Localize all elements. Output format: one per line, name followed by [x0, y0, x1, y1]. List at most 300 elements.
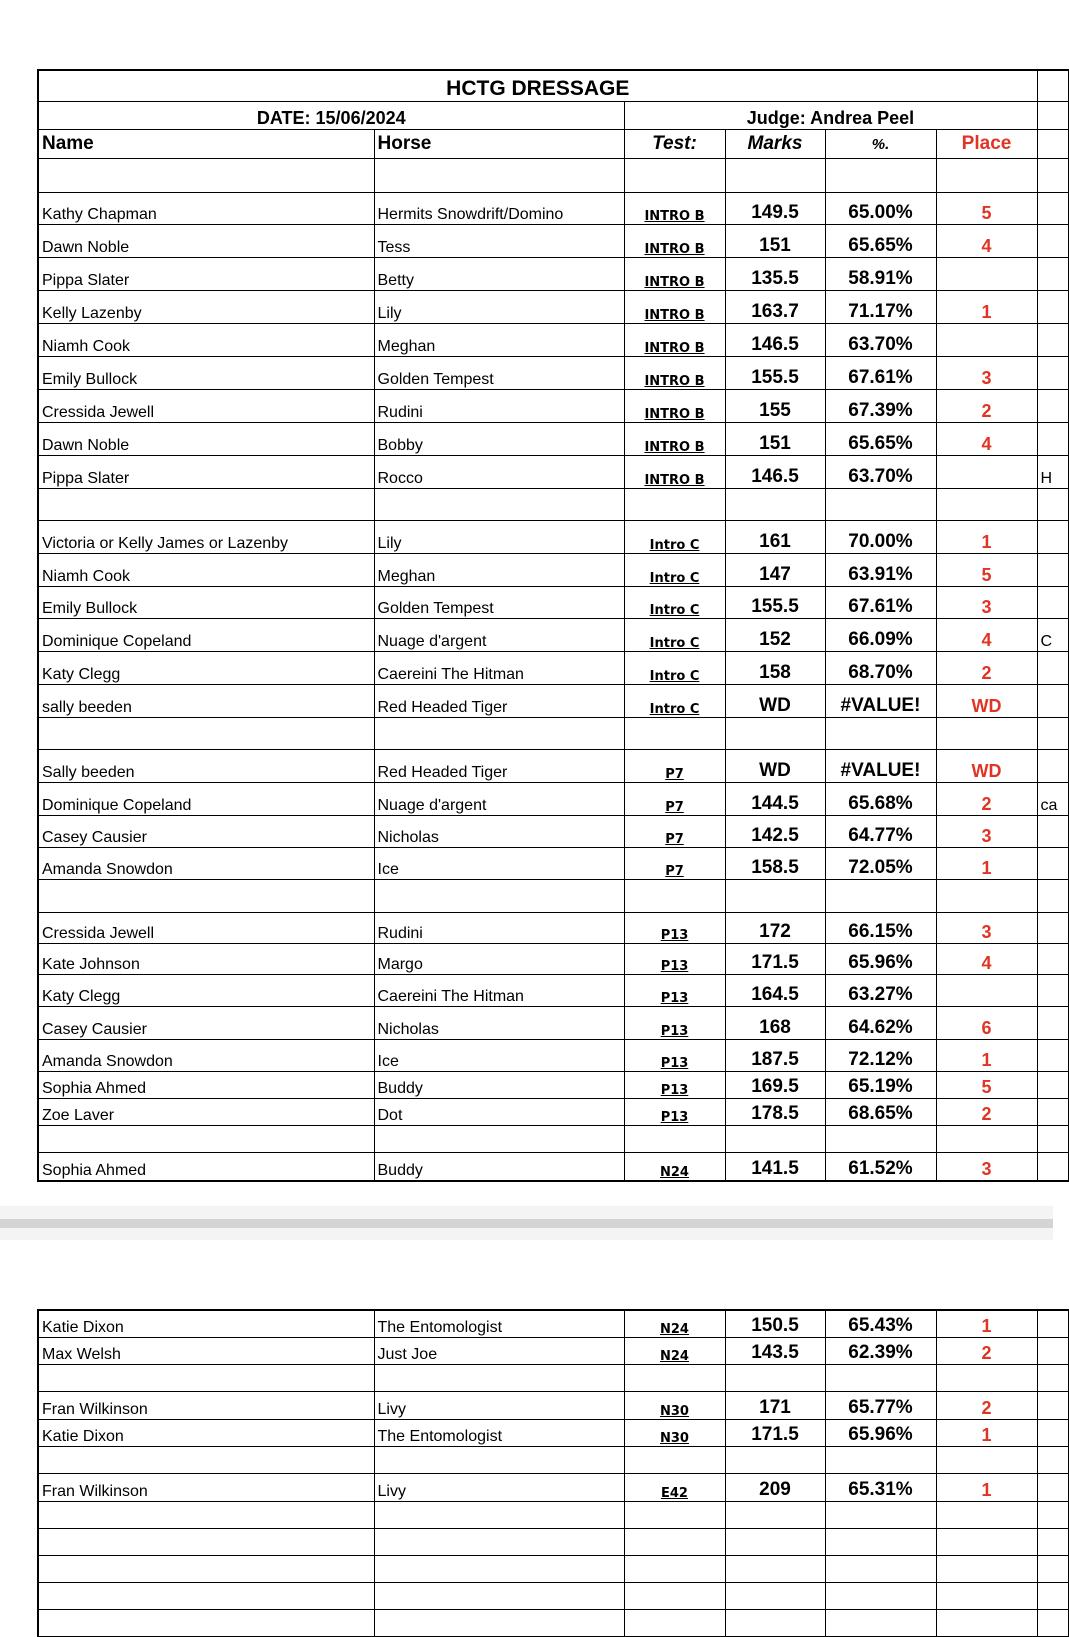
- rider-name: Max Welsh: [38, 1337, 374, 1364]
- place-value: 5: [936, 554, 1037, 587]
- rider-name: Sophia Ahmed: [38, 1072, 374, 1099]
- place-value: [936, 718, 1037, 750]
- marks-value: [725, 1528, 825, 1555]
- test-code: INTRO B: [624, 225, 725, 258]
- overflow-cell: [1037, 1609, 1068, 1636]
- test-code: INTRO B: [624, 456, 725, 489]
- horse-name: Caereini The Hitman: [374, 975, 624, 1007]
- percent-value: [825, 159, 936, 193]
- table-row: [38, 975, 1068, 1007]
- rider-name: Katy Clegg: [38, 652, 374, 685]
- rider-name: Casey Causier: [38, 816, 374, 848]
- test-code: N30: [624, 1391, 725, 1419]
- percent-value: 63.91%: [825, 554, 936, 587]
- rider-name: Amanda Snowdon: [38, 848, 374, 880]
- rider-name: Cressida Jewell: [38, 913, 374, 944]
- overflow-cell: [1037, 1528, 1068, 1555]
- rider-name: Dominique Copeland: [38, 783, 374, 816]
- percent-value: 68.65%: [825, 1099, 936, 1126]
- marks-value: 146.5: [725, 456, 825, 489]
- rider-name: [38, 1582, 374, 1609]
- horse-name: Golden Tempest: [374, 587, 624, 619]
- horse-name: Rocco: [374, 456, 624, 489]
- place-value: [936, 159, 1037, 193]
- marks-value: 150.5: [725, 1310, 825, 1337]
- marks-value: 171.5: [725, 1419, 825, 1446]
- percent-value: 58.91%: [825, 258, 936, 291]
- results-sheet-top: [37, 69, 1069, 1182]
- place-value: 2: [936, 1391, 1037, 1419]
- marks-value: [725, 1501, 825, 1528]
- test-code: [624, 159, 725, 193]
- horse-name: Ice: [374, 1040, 624, 1072]
- horse-name: Nicholas: [374, 816, 624, 848]
- rider-name: [38, 1364, 374, 1391]
- horse-name: Bobby: [374, 423, 624, 456]
- percent-value: 70.00%: [825, 521, 936, 554]
- horse-name: The Entomologist: [374, 1310, 624, 1337]
- page-break-bar: [0, 1219, 1053, 1228]
- marks-value: 155.5: [725, 357, 825, 390]
- test-code: Intro C: [624, 587, 725, 619]
- percent-value: 65.00%: [825, 193, 936, 225]
- header-percent: %.: [825, 130, 936, 159]
- overflow-cell: H: [1037, 456, 1068, 489]
- table-row: [38, 816, 1068, 848]
- overflow-cell: [1037, 944, 1068, 975]
- header-marks: Marks: [725, 130, 825, 159]
- overflow-cell: [1037, 324, 1068, 357]
- marks-value: 171.5: [725, 944, 825, 975]
- test-code: Intro C: [624, 652, 725, 685]
- percent-value: 71.17%: [825, 291, 936, 324]
- table-row: [38, 225, 1068, 258]
- place-value: 3: [936, 587, 1037, 619]
- test-code: P13: [624, 1007, 725, 1040]
- marks-value: 158.5: [725, 848, 825, 880]
- rider-name: [38, 1446, 374, 1473]
- test-code: [624, 1446, 725, 1473]
- test-code: [624, 1528, 725, 1555]
- table-row: [38, 1310, 1068, 1337]
- test-code: P13: [624, 944, 725, 975]
- percent-value: #VALUE!: [825, 685, 936, 718]
- percent-value: [825, 718, 936, 750]
- table-row: [38, 750, 1068, 783]
- event-date: DATE: 15/06/2024: [38, 102, 624, 130]
- place-value: 1: [936, 1473, 1037, 1501]
- overflow-cell: [1037, 1099, 1068, 1126]
- marks-value: 147: [725, 554, 825, 587]
- percent-value: 65.65%: [825, 225, 936, 258]
- header-horse: Horse: [374, 130, 624, 159]
- test-code: [624, 1582, 725, 1609]
- percent-value: #VALUE!: [825, 750, 936, 783]
- rider-name: [38, 159, 374, 193]
- rider-name: [38, 1501, 374, 1528]
- rider-name: Katy Clegg: [38, 975, 374, 1007]
- place-value: 3: [936, 913, 1037, 944]
- overflow-cell: [1037, 193, 1068, 225]
- place-value: 2: [936, 1337, 1037, 1364]
- rider-name: Sophia Ahmed: [38, 1153, 374, 1181]
- table-row: [38, 619, 1068, 652]
- horse-name: [374, 1609, 624, 1636]
- blank-row: [38, 1364, 1068, 1391]
- overflow-cell: [1037, 816, 1068, 848]
- marks-value: 142.5: [725, 816, 825, 848]
- test-code: INTRO B: [624, 324, 725, 357]
- test-code: P13: [624, 913, 725, 944]
- test-code: P13: [624, 975, 725, 1007]
- test-code: P13: [624, 1072, 725, 1099]
- overflow-cell: [1037, 1446, 1068, 1473]
- marks-value: 151: [725, 423, 825, 456]
- rider-name: Amanda Snowdon: [38, 1040, 374, 1072]
- marks-value: 141.5: [725, 1153, 825, 1181]
- place-value: [936, 1528, 1037, 1555]
- test-code: [624, 718, 725, 750]
- test-code: P7: [624, 816, 725, 848]
- overflow-cell: [1037, 554, 1068, 587]
- table-row: [38, 652, 1068, 685]
- place-value: 2: [936, 390, 1037, 423]
- test-code: N24: [624, 1310, 725, 1337]
- horse-name: Dot: [374, 1099, 624, 1126]
- marks-value: 158: [725, 652, 825, 685]
- overflow-cell: [1037, 975, 1068, 1007]
- marks-value: 152: [725, 619, 825, 652]
- rider-name: Kathy Chapman: [38, 193, 374, 225]
- place-value: [936, 258, 1037, 291]
- overflow-cell: [1037, 587, 1068, 619]
- marks-value: 172: [725, 913, 825, 944]
- overflow-cell: [1037, 1072, 1068, 1099]
- overflow-cell: [1037, 357, 1068, 390]
- marks-value: 135.5: [725, 258, 825, 291]
- rider-name: Dawn Noble: [38, 423, 374, 456]
- header-place: Place: [936, 130, 1037, 159]
- rider-name: Emily Bullock: [38, 357, 374, 390]
- test-code: N30: [624, 1419, 725, 1446]
- blank-row: [38, 1126, 1068, 1153]
- percent-value: 67.39%: [825, 390, 936, 423]
- rider-name: Niamh Cook: [38, 324, 374, 357]
- percent-value: 65.68%: [825, 783, 936, 816]
- table-row: [38, 1072, 1068, 1099]
- marks-value: WD: [725, 685, 825, 718]
- marks-value: 169.5: [725, 1072, 825, 1099]
- place-value: [936, 1364, 1037, 1391]
- horse-name: Red Headed Tiger: [374, 750, 624, 783]
- horse-name: Livy: [374, 1473, 624, 1501]
- rider-name: [38, 1126, 374, 1153]
- table-row: [38, 521, 1068, 554]
- horse-name: Meghan: [374, 554, 624, 587]
- horse-name: Nuage d'argent: [374, 619, 624, 652]
- horse-name: Tess: [374, 225, 624, 258]
- table-row: [38, 1040, 1068, 1072]
- percent-value: 67.61%: [825, 357, 936, 390]
- percent-value: 67.61%: [825, 587, 936, 619]
- header-row: [38, 130, 1068, 159]
- table-row: [38, 193, 1068, 225]
- marks-value: [725, 1446, 825, 1473]
- overflow-cell: [1037, 225, 1068, 258]
- test-code: N24: [624, 1337, 725, 1364]
- overflow-cell: [1037, 1310, 1068, 1337]
- place-value: 1: [936, 1310, 1037, 1337]
- header-test: Test:: [624, 130, 725, 159]
- place-value: 1: [936, 848, 1037, 880]
- test-code: [624, 1364, 725, 1391]
- test-code: INTRO B: [624, 390, 725, 423]
- marks-value: [725, 880, 825, 913]
- marks-value: 209: [725, 1473, 825, 1501]
- rider-name: Katie Dixon: [38, 1310, 374, 1337]
- table-row: [38, 587, 1068, 619]
- percent-value: 61.52%: [825, 1153, 936, 1181]
- percent-value: 72.05%: [825, 848, 936, 880]
- judge-name: Judge: Andrea Peel: [624, 102, 1037, 130]
- rider-name: Katie Dixon: [38, 1419, 374, 1446]
- table-row: [38, 357, 1068, 390]
- percent-value: [825, 1582, 936, 1609]
- place-value: 1: [936, 291, 1037, 324]
- percent-value: 63.27%: [825, 975, 936, 1007]
- marks-value: WD: [725, 750, 825, 783]
- horse-name: Rudini: [374, 390, 624, 423]
- overflow-cell: [1037, 1555, 1068, 1582]
- test-code: P13: [624, 1040, 725, 1072]
- place-value: [936, 324, 1037, 357]
- place-value: 6: [936, 1007, 1037, 1040]
- overflow-cell: [1037, 521, 1068, 554]
- horse-name: Betty: [374, 258, 624, 291]
- horse-name: [374, 1446, 624, 1473]
- horse-name: [374, 489, 624, 521]
- rider-name: Pippa Slater: [38, 258, 374, 291]
- place-value: 1: [936, 1040, 1037, 1072]
- horse-name: Caereini The Hitman: [374, 652, 624, 685]
- table-row: [38, 1391, 1068, 1419]
- horse-name: Buddy: [374, 1153, 624, 1181]
- table-row: [38, 423, 1068, 456]
- test-code: Intro C: [624, 619, 725, 652]
- marks-value: 151: [725, 225, 825, 258]
- overflow-cell: [1037, 1391, 1068, 1419]
- table-row: [38, 258, 1068, 291]
- percent-value: 64.77%: [825, 816, 936, 848]
- test-code: INTRO B: [624, 291, 725, 324]
- place-value: 5: [936, 1072, 1037, 1099]
- test-code: [624, 880, 725, 913]
- marks-value: [725, 1582, 825, 1609]
- overflow-cell: [1037, 880, 1068, 913]
- test-code: [624, 489, 725, 521]
- rider-name: [38, 1555, 374, 1582]
- rider-name: Sally beeden: [38, 750, 374, 783]
- percent-value: [825, 1364, 936, 1391]
- test-code: E42: [624, 1473, 725, 1501]
- marks-value: 144.5: [725, 783, 825, 816]
- rider-name: [38, 718, 374, 750]
- test-code: INTRO B: [624, 423, 725, 456]
- blank-row: [38, 1609, 1068, 1636]
- overflow-cell: C: [1037, 619, 1068, 652]
- place-value: 4: [936, 619, 1037, 652]
- overflow-cell: [1037, 1473, 1068, 1501]
- marks-value: [725, 718, 825, 750]
- marks-value: 155: [725, 390, 825, 423]
- test-code: [624, 1609, 725, 1636]
- percent-value: [825, 880, 936, 913]
- test-code: Intro C: [624, 521, 725, 554]
- marks-value: 155.5: [725, 587, 825, 619]
- percent-value: 66.15%: [825, 913, 936, 944]
- test-code: INTRO B: [624, 357, 725, 390]
- table-row: [38, 291, 1068, 324]
- overflow-cell: [1037, 685, 1068, 718]
- horse-name: [374, 1555, 624, 1582]
- overflow-cell: [1037, 423, 1068, 456]
- overflow-cell: [1037, 258, 1068, 291]
- table-row: [38, 685, 1068, 718]
- marks-value: [725, 159, 825, 193]
- overflow-cell: [1037, 291, 1068, 324]
- horse-name: Red Headed Tiger: [374, 685, 624, 718]
- percent-value: 65.19%: [825, 1072, 936, 1099]
- rider-name: Victoria or Kelly James or Lazenby: [38, 521, 374, 554]
- percent-value: [825, 1528, 936, 1555]
- percent-value: 63.70%: [825, 456, 936, 489]
- horse-name: Golden Tempest: [374, 357, 624, 390]
- place-value: 5: [936, 193, 1037, 225]
- percent-value: 72.12%: [825, 1040, 936, 1072]
- place-value: 3: [936, 357, 1037, 390]
- place-value: 2: [936, 1099, 1037, 1126]
- place-value: 4: [936, 423, 1037, 456]
- overflow-cell: [1037, 718, 1068, 750]
- marks-value: [725, 489, 825, 521]
- place-value: 4: [936, 944, 1037, 975]
- rider-name: Zoe Laver: [38, 1099, 374, 1126]
- table-row: [38, 1337, 1068, 1364]
- rider-name: Cressida Jewell: [38, 390, 374, 423]
- test-code: P7: [624, 848, 725, 880]
- horse-name: Lily: [374, 291, 624, 324]
- overflow-cell: [1037, 1153, 1068, 1181]
- marks-value: 161: [725, 521, 825, 554]
- table-row: [38, 456, 1068, 489]
- table-row: [38, 324, 1068, 357]
- percent-value: 65.77%: [825, 1391, 936, 1419]
- table-row: [38, 390, 1068, 423]
- marks-value: [725, 1126, 825, 1153]
- place-value: [936, 880, 1037, 913]
- rider-name: Fran Wilkinson: [38, 1473, 374, 1501]
- table-row: [38, 554, 1068, 587]
- place-value: [936, 1126, 1037, 1153]
- rider-name: Kelly Lazenby: [38, 291, 374, 324]
- percent-value: 66.09%: [825, 619, 936, 652]
- percent-value: 64.62%: [825, 1007, 936, 1040]
- horse-name: [374, 718, 624, 750]
- horse-name: The Entomologist: [374, 1419, 624, 1446]
- percent-value: 62.39%: [825, 1337, 936, 1364]
- test-code: P13: [624, 1099, 725, 1126]
- marks-value: [725, 1609, 825, 1636]
- percent-value: [825, 1446, 936, 1473]
- place-value: WD: [936, 750, 1037, 783]
- marks-value: 164.5: [725, 975, 825, 1007]
- test-code: P7: [624, 750, 725, 783]
- marks-value: 163.7: [725, 291, 825, 324]
- overflow-cell: [1037, 848, 1068, 880]
- overflow-cell: [1037, 1364, 1068, 1391]
- horse-name: [374, 880, 624, 913]
- percent-value: [825, 489, 936, 521]
- place-value: 2: [936, 783, 1037, 816]
- table-row: [38, 1473, 1068, 1501]
- rider-name: Niamh Cook: [38, 554, 374, 587]
- place-value: 1: [936, 521, 1037, 554]
- marks-value: 146.5: [725, 324, 825, 357]
- horse-name: Livy: [374, 1391, 624, 1419]
- place-value: [936, 489, 1037, 521]
- blank-row: [38, 1528, 1068, 1555]
- percent-value: 63.70%: [825, 324, 936, 357]
- page-break: [0, 1206, 1053, 1240]
- blank-row: [38, 1555, 1068, 1582]
- overflow-cell: [1037, 159, 1068, 193]
- rider-name: Dawn Noble: [38, 225, 374, 258]
- place-value: [936, 1555, 1037, 1582]
- test-code: Intro C: [624, 554, 725, 587]
- percent-value: [825, 1609, 936, 1636]
- test-code: Intro C: [624, 685, 725, 718]
- place-value: WD: [936, 685, 1037, 718]
- test-code: P7: [624, 783, 725, 816]
- horse-name: [374, 1364, 624, 1391]
- overflow-cell: [1037, 913, 1068, 944]
- rider-name: Fran Wilkinson: [38, 1391, 374, 1419]
- overflow-cell: ca: [1037, 783, 1068, 816]
- place-value: [936, 1501, 1037, 1528]
- place-value: 3: [936, 1153, 1037, 1181]
- rider-name: Casey Causier: [38, 1007, 374, 1040]
- overflow-cell: [1037, 1582, 1068, 1609]
- blank-row: [38, 489, 1068, 521]
- horse-name: [374, 1528, 624, 1555]
- horse-name: Just Joe: [374, 1337, 624, 1364]
- test-code: N24: [624, 1153, 725, 1181]
- horse-name: Ice: [374, 848, 624, 880]
- rider-name: Emily Bullock: [38, 587, 374, 619]
- marks-value: 178.5: [725, 1099, 825, 1126]
- percent-value: [825, 1501, 936, 1528]
- table-row: [38, 848, 1068, 880]
- overflow-cell: [1037, 1007, 1068, 1040]
- percent-value: 65.43%: [825, 1310, 936, 1337]
- place-value: [936, 456, 1037, 489]
- rider-name: Dominique Copeland: [38, 619, 374, 652]
- overflow-cell: [1037, 1337, 1068, 1364]
- test-code: [624, 1126, 725, 1153]
- horse-name: [374, 1126, 624, 1153]
- marks-value: 187.5: [725, 1040, 825, 1072]
- overflow-cell: [1037, 750, 1068, 783]
